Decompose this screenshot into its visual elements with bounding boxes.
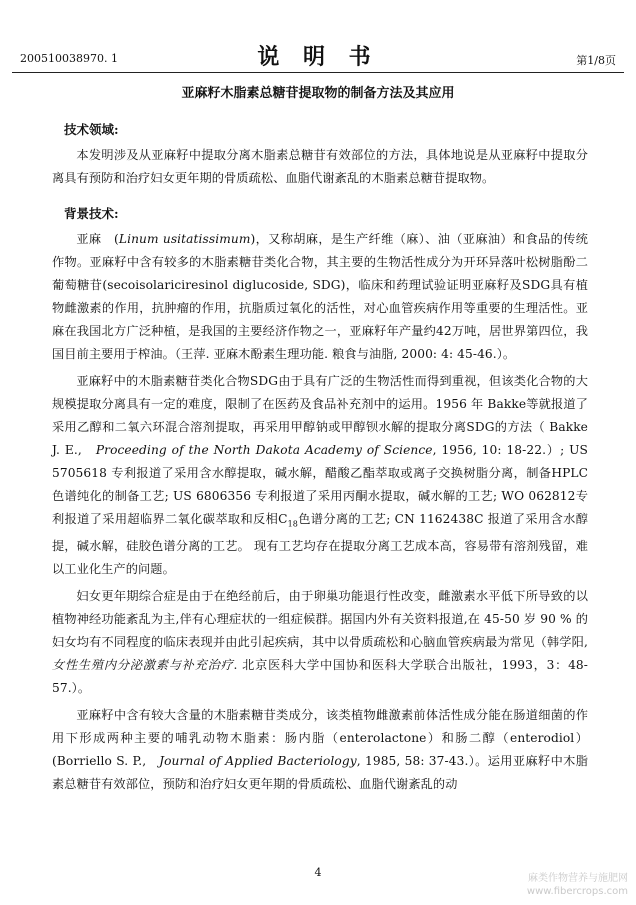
text-run: )，又称胡麻，是生产纤维（麻）、油（亚麻油）和食品的传统作物。亚麻籽中含有较多的木脂素糖苷类化合物，其主要的生物活性成分为开环异落叶松树脂酚二葡萄糖苷(secoisolariciresinol diglucoside, SDG)，临床和药理试验证明亚麻籽及SDG具有植物雌激素的作用，抗肿瘤的作用，抗脂质过氧化的活性，对心血管疾病作用等重要的生理活性。亚麻在我国北方广泛种植，是我国的主要经济作物之一，亚麻籽年产量约42万吨，居世界第四位，我国目前主要用于榨油。（王萍. 亚麻木酚素生理功能. 粮食与油脂, 2000: 4: 45-46.）。 — [52, 232, 588, 361]
journal-title: Journal of Applied Bacteriology — [159, 754, 357, 769]
paragraph-background-4 — [52, 704, 588, 796]
doc-number: 200510038970. 1 — [20, 52, 118, 65]
header-title: 说 明 书 — [257, 44, 379, 70]
watermark-line: 麻类作物营养与施肥网 — [528, 873, 628, 884]
paragraph-background-2 — [52, 370, 588, 581]
document-title: 亚麻籽木脂素总糖苷提取物的制备方法及其应用 — [181, 86, 455, 101]
watermark-url: www.fibercrops.com — [526, 886, 628, 897]
document-body — [52, 120, 601, 796]
page-indicator: 第1/8页 — [576, 54, 616, 67]
header-divider — [12, 72, 624, 73]
watermark — [527, 872, 628, 898]
text-run: 色谱分离的工艺; CN 1162438C 报道了采用含水醇提，碱水解，硅胶色谱分离的工艺。 现有工艺均存在提取分离工艺成本高，容易带有溶剂残留，难以工业化生产的问题。 — [52, 512, 588, 577]
page-number: 4 — [314, 866, 322, 879]
section-heading-tech-field: 技术领域: — [64, 122, 119, 137]
latin-name: Linum usitatissimum — [118, 232, 251, 246]
text-run: . 北京医科大学中国协和医科大学联合出版社，1993，3：48-57.）。 — [52, 658, 588, 696]
journal-title: Proceeding of the North Dakota Academy of Science — [95, 443, 433, 457]
text-run: 亚麻籽中的木脂素糖苷类化合物SDG由于具有广泛的生物活性而得到重视，但该类化合物的大规模提取分离具有一定的难度，限制了在医药及食品补充剂中的运用。1956 年 Bakke等就报道了采用乙醇和二氧六环混合溶剂提取，再采用甲醇钠或甲醇钡水解的提取分离SDG的方法（ Bakke J. E., — [52, 374, 588, 457]
paragraph-background-1 — [52, 228, 588, 366]
text-run: 亚麻 ( — [76, 232, 119, 246]
section-heading-background: 背景技术: — [64, 206, 119, 221]
text-run: 亚麻籽中含有较大含量的木脂素糖苷类成分，该类植物雌激素前体活性成分能在肠道细菌的作用下形成两种主要的哺乳动物木脂素：肠内脂（enterolactone）和肠二醇（enterodiol）(Borriello S. P., — [52, 708, 588, 769]
book-title: 女性生殖内分泌激素与补充治疗 — [52, 658, 234, 673]
text-run: , 1985, 58: 37-43.）。运用亚麻籽中木脂素总糖苷有效部位，预防和治疗妇女更年期的骨质疏松、血脂代谢紊乱的动 — [52, 754, 588, 792]
text-run: 妇女更年期综合症是由于在绝经前后，由于卵巢功能退行性改变，雌激素水平低下所导致的以植物神经功能紊乱为主,伴有心理症状的一组症候群。据国内外有关资料报道,在 45-50 岁 90 % 的妇女均有不同程度的临床表现并由此引起疾病，其中以骨质疏松和心脑血管疾病最为常见（韩学阳, — [52, 589, 601, 650]
paragraph-background-3 — [52, 585, 601, 700]
subscript: 18 — [287, 519, 298, 529]
text-run: , 1956, 10: 18-22.）; US 5705618 专利报道了采用含水醇提取，碱水解，醋酸乙酯萃取或离子交换树脂分离，制备HPLC 色谱纯化的制备工艺; US 6806356 专利报道了采用丙酮水提取，碱水解的工艺; WO 062812专利报道了采用超临界二氧化碳萃取和反相C — [52, 443, 588, 526]
paragraph-tech-field: 本发明涉及从亚麻籽中提取分离木脂素总糖苷有效部位的方法，具体地说是从亚麻籽中提取分离具有预防和治疗妇女更年期的骨质疏松、血脂代谢紊乱的木脂素总糖苷提取物。 — [52, 148, 588, 185]
